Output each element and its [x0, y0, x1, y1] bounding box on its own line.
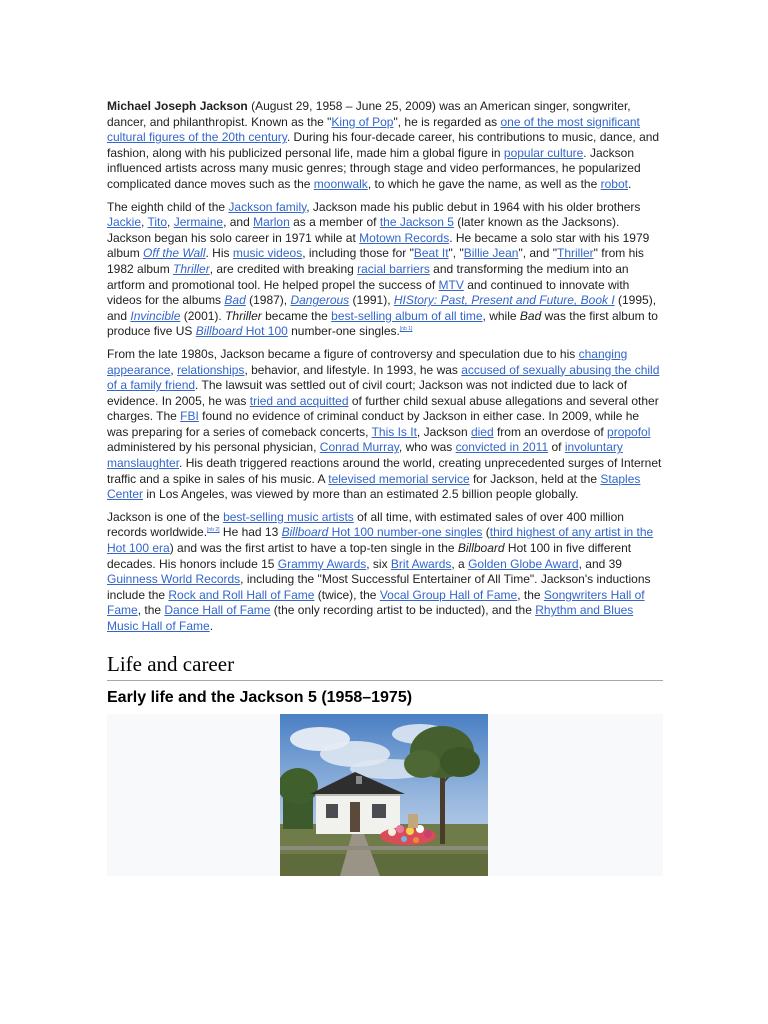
footnote-marker — [207, 527, 220, 533]
article-link[interactable]: Hot 100 — [242, 324, 288, 339]
article-link[interactable]: Bad — [224, 293, 246, 308]
text-run: was the first album to produce five US — [107, 308, 658, 339]
article-link[interactable]: racial barriers — [357, 261, 430, 276]
article-link[interactable]: Jackie — [107, 215, 142, 230]
text-run: , and — [223, 215, 254, 230]
article-link[interactable]: convicted in 2011 — [455, 440, 549, 455]
article-body — [107, 99, 663, 876]
text-run: . — [209, 619, 214, 633]
article-link[interactable]: tried and acquitted — [249, 393, 349, 408]
article-link[interactable]: Rock and Roll Hall of Fame — [168, 587, 315, 602]
house-photo[interactable] — [280, 714, 488, 876]
article-link[interactable]: Golden Globe Award — [468, 556, 579, 571]
article-link[interactable]: best-selling music artists — [223, 509, 354, 524]
text-run: Hot 100 in five different decades. His honors include 15 — [107, 541, 632, 571]
article-link[interactable]: Billboard — [281, 525, 329, 540]
text-run: . Jackson influenced artists across many music genres; through stage and video performances, he popularized complicated dance moves such as the — [107, 145, 641, 191]
article-link[interactable]: Dangerous — [290, 293, 350, 308]
text-run: from an overdose of — [493, 424, 608, 439]
article-link[interactable]: Off the Wall — [143, 246, 206, 261]
article-link[interactable]: Thriller — [556, 246, 594, 261]
article-link[interactable]: Dance Hall of Fame — [164, 603, 271, 618]
text-run: . The lawsuit was settled out of civil court; Jackson was not indicted due to lack of evidence. In 2005, he was — [107, 378, 628, 408]
text-run: , — [170, 362, 178, 377]
subsection-heading: Early life and the Jackson 5 (1958–1975) — [107, 688, 413, 706]
text-run: , Jackson made his public debut in 1964 with his older brothers — [306, 199, 641, 214]
text-run: From the late 1980s, Jackson became a figure of controversy and speculation due to his — [107, 346, 579, 361]
text-run: , and 39 — [578, 556, 622, 571]
article-link[interactable]: Invincible — [130, 308, 181, 323]
text-run: , six — [366, 556, 391, 571]
text-run: . During his four-decade career, his contributions to music, dance, and fashion, along with his publicized personal life, made him a global figure in — [107, 130, 660, 160]
article-link[interactable]: Hot 100 number-one singles — [328, 525, 483, 540]
text-run: He had 13 — [219, 525, 282, 540]
text-run: , Jackson — [416, 424, 471, 439]
text-run: (later known as the Jacksons). Jackson began his solo career in 1971 while at — [107, 215, 620, 245]
article-link[interactable]: This Is It — [371, 424, 417, 439]
text-run: , are credited with breaking — [209, 261, 358, 276]
article-link[interactable]: MTV — [438, 277, 464, 292]
text-run: , who was — [398, 440, 456, 455]
paragraph — [107, 510, 663, 635]
text-run: Thriller — [225, 308, 262, 323]
paragraph — [107, 347, 663, 503]
text-run: , the — [517, 587, 544, 602]
article-link[interactable]: propofol — [607, 424, 651, 439]
article-link[interactable]: King of Pop — [331, 114, 394, 129]
text-run: (1991), — [349, 293, 394, 308]
article-link[interactable]: FBI — [180, 409, 199, 424]
article-link[interactable]: popular culture — [503, 145, 584, 160]
article-link[interactable]: accused of sexually abusing the child of a family friend — [107, 362, 660, 393]
text-run: ) and was the first artist to have a top-ten single in the — [169, 541, 458, 556]
text-run: in Los Angeles, was viewed by more than an estimated 2.5 billion people globally. — [143, 487, 579, 502]
text-run: , behavior, and lifestyle. In 1993, he was — [244, 362, 462, 377]
text-run: (1987), — [245, 293, 291, 308]
figure — [107, 714, 663, 876]
text-run: , a — [451, 556, 469, 571]
text-run: number-one singles. — [287, 324, 400, 339]
text-run: The eighth child of the — [107, 199, 229, 214]
subject-name: Michael Joseph Jackson — [107, 99, 248, 113]
article-link[interactable]: Tito — [147, 215, 168, 230]
text-run: , while — [482, 308, 520, 323]
section-heading: Life and career — [107, 651, 663, 681]
footnote-marker — [400, 326, 413, 332]
article-link[interactable]: Marlon — [253, 215, 290, 230]
article-link[interactable]: Beat It — [413, 246, 449, 261]
text-run: . He became a solo star with his 1979 album — [107, 230, 650, 261]
article-link[interactable]: moonwalk — [313, 176, 368, 191]
article-link[interactable]: died — [470, 424, 494, 439]
text-run: " from his 1982 album — [107, 246, 644, 276]
article-link[interactable]: Thriller — [173, 261, 210, 276]
text-run: administered by his personal physician, — [107, 440, 320, 455]
article-link[interactable]: changing appearance — [107, 346, 628, 377]
article-link[interactable]: Billboard — [195, 324, 243, 339]
article-link[interactable]: the Jackson 5 — [379, 215, 454, 230]
article-link[interactable]: Jackson family — [228, 199, 307, 214]
text-run: found no evidence of criminal conduct by Jackson in either case. In 2009, while he was preparing for a series of comeback concerts, — [107, 409, 640, 439]
text-run: and continued to innovate with videos for the albums — [107, 277, 630, 308]
citation-link[interactable]: [nb 1] — [399, 326, 413, 333]
article-link[interactable]: Guinness World Records — [107, 572, 241, 587]
paragraph — [107, 99, 663, 193]
article-link[interactable]: Jermaine — [173, 215, 224, 230]
text-run: , to which he gave the name, as well as the — [367, 176, 601, 191]
paragraph — [107, 200, 663, 340]
article-link[interactable]: HIStory: Past, Present and Future, Book I — [393, 293, 615, 308]
text-run: Billboard — [457, 541, 505, 556]
text-run: , — [141, 215, 148, 230]
article-link[interactable]: Songwriters Hall of Fame — [107, 587, 645, 618]
text-run: , including those for " — [302, 246, 414, 261]
text-run: Bad — [519, 308, 542, 323]
text-run: . His — [205, 246, 233, 261]
article-link[interactable]: Vocal Group Hall of Fame — [379, 587, 518, 602]
text-run: . — [627, 176, 632, 191]
article-link[interactable]: Conrad Murray — [319, 440, 399, 455]
text-run: of — [548, 440, 565, 455]
citation-link[interactable]: [nb 2] — [207, 527, 220, 534]
article-link[interactable]: Brit Awards — [390, 556, 452, 571]
text-run: (2001). — [180, 308, 226, 323]
article-link[interactable]: best-selling album of all time — [331, 308, 483, 323]
text-run: as a member of — [289, 215, 380, 230]
text-run: became the — [261, 308, 332, 323]
text-run: (August 29, 1958 – June 25, 2009) was an American singer, songwriter, dancer, and philanthropist. Known as the " — [107, 99, 631, 129]
article-link[interactable]: Grammy Awards — [277, 556, 367, 571]
text-run: Jackson is one of the — [107, 509, 224, 524]
text-run: . His death triggered reactions around the world, creating unprecedented surges of Internet traffic and a spike in sales of his music. A — [107, 456, 662, 486]
text-run: ", " — [448, 246, 464, 261]
article-link[interactable]: robot — [600, 176, 628, 191]
article-link[interactable]: Motown Records — [359, 230, 450, 245]
article-link[interactable]: music videos — [232, 246, 303, 261]
text-run: , — [167, 215, 174, 230]
article-link[interactable]: relationships — [177, 362, 245, 377]
lead-section — [107, 99, 663, 635]
text-run: (twice), the — [314, 587, 380, 602]
text-run: ", he is regarded as — [393, 114, 501, 129]
article-link[interactable]: one of the most significant cultural figures of the 20th century — [107, 114, 640, 145]
text-run: (the only recording artist to be inducted), and the — [270, 603, 536, 618]
text-run: of further child sexual abuse allegations and several other charges. The — [107, 393, 659, 424]
text-run: , the — [137, 603, 165, 618]
article-link[interactable]: Rhythm and Blues Music Hall of Fame — [107, 603, 634, 633]
text-run: , including the "Most Successful Entertainer of All Time". Jackson's inductions include the — [107, 572, 651, 602]
text-run: ", and " — [518, 246, 557, 261]
article-link[interactable]: Billie Jean — [463, 246, 519, 261]
text-run: of all time, with estimated sales of over 400 million records worldwide. — [107, 509, 624, 540]
text-run: for Jackson, held at the — [469, 471, 601, 486]
article-link[interactable]: involuntary manslaughter — [107, 440, 623, 471]
text-run: and transforming the medium into an artform and promotional tool. He helped propel the success of — [107, 261, 629, 292]
article-link[interactable]: Staples Center — [107, 471, 641, 502]
article-link[interactable]: third highest of any artist in the Hot 100 era — [107, 525, 654, 556]
text-run: (1995), and — [107, 293, 657, 323]
article-link[interactable]: televised memorial service — [328, 471, 470, 486]
text-run: ( — [482, 525, 490, 540]
